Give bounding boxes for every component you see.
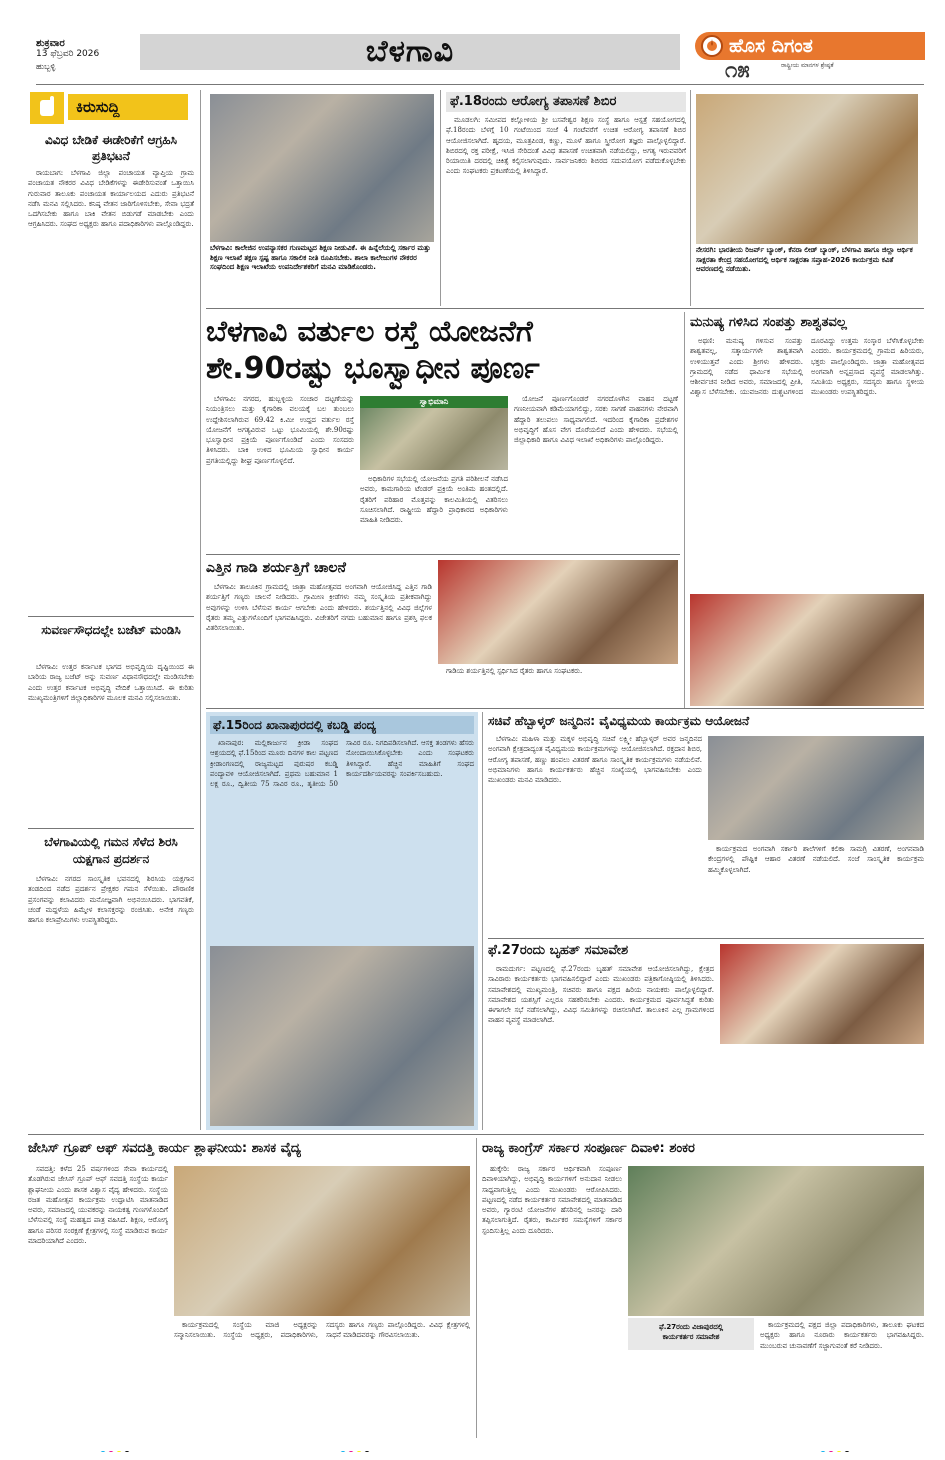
registration-marks-right — [820, 1442, 880, 1452]
birthday-paragraph-2: ಕಾರ್ಯಕ್ರಮದ ಅಂಗವಾಗಿ ಸರ್ಕಾರಿ ಶಾಲೆಗಳಿಗೆ ಕಲಿಕಾ ಸಾಮಗ್ರಿ ವಿತರಣೆ, ಅಂಗನವಾಡಿ ಕೇಂದ್ರಗಳಲ್ಲಿ ಪೌಷ್ಟಿಕ ಆಹಾರ ವಿತರಣೆ ನಡೆಯಲಿದೆ. ಸಂಜೆ ಸಾಂಸ್ಕೃತಿಕ ಕಾರ್ಯಕ್ರಮ ಹಮ್ಮಿಕೊಳ್ಳಲಾಗಿದೆ. — [708, 845, 924, 874]
lead-headline-2: ಶೇ.90ರಷ್ಟು ಭೂಸ್ವಾಧೀನ ಪೂರ್ಣ — [206, 351, 540, 386]
briefs-column — [28, 90, 196, 1130]
edition-date: 13 ಫೆಬ್ರವರಿ 2026 — [36, 49, 100, 59]
brand-name: ಹೊಸ ದಿಗಂತ — [729, 35, 813, 57]
congress-photo-tag-line2: ಕಾರ್ಯಕರ್ತರ ಸಮಾವೇಶ — [662, 1333, 720, 1341]
congress-photo-tag — [628, 1318, 754, 1350]
convention-paragraph: ರಾಮದುರ್ಗ: ಪಟ್ಟಣದಲ್ಲಿ ಫೆ.27ರಂದು ಬೃಹತ್ ಸಮಾವೇಶ ಆಯೋಜಿಸಲಾಗಿದ್ದು, ಕ್ಷೇತ್ರದ ಸಾವಿರಾರು ಕಾರ್ಯಕರ್ತರು ಭಾಗವಹಿಸಲಿದ್ದಾರೆ ಎಂದು ಮುಖಂಡರು ಪತ್ರಿಕಾಗೋಷ್ಠಿಯಲ್ಲಿ ತಿಳಿಸಿದರು. ಸಮಾವೇಶದಲ್ಲಿ ಮುಖ್ಯಮಂತ್ರಿ, ಸಚಿವರು ಹಾಗೂ ಪಕ್ಷದ ಹಿರಿಯ ನಾಯಕರು ಪಾಲ್ಗೊಳ್ಳಲಿದ್ದಾರೆ. ಸಮಾವೇಶದ ಯಶಸ್ಸಿಗೆ ಎಲ್ಲರೂ ಸಹಕರಿಸಬೇಕು ಎಂದರು. ಕಾರ್ಯಕ್ರಮದ ಪೂರ್ವಸಿದ್ಧತೆ ಕುರಿತು ಈಗಾಗಲೇ ಸಭೆ ನಡೆಸಲಾಗಿದ್ದು, ವಿವಿಧ ಸಮಿತಿಗಳನ್ನು ರಚಿಸಲಾಗಿದೆ. ತಾಲೂಕಿನ ಎಲ್ಲ ಗ್ರಾಮಗಳಿಂದ ವಾಹನ ವ್ಯವಸ್ಥೆ ಮಾಡಲಾಗಿದೆ. — [488, 965, 714, 1025]
lead-body-col1 — [206, 394, 354, 550]
briefs-hand-icon — [30, 92, 64, 124]
edition-day: ಶುಕ್ರವಾರ — [36, 38, 65, 49]
brief-2-body — [28, 662, 194, 822]
brief-divider-2 — [28, 828, 194, 829]
masthead-rule — [36, 84, 924, 85]
birthday-body-2 — [708, 844, 924, 934]
human-values-paragraph: ಅಥಣಿ: ಮನುಷ್ಯ ಗಳಿಸುವ ಸಂಪತ್ತು ಶಾಶ್ವತವಲ್ಲ, ಸತ್ಕಾರ್ಯಗಳೇ ಶಾಶ್ವತವಾಗಿ ಉಳಿಯುತ್ತವೆ ಎಂದು ಶ್ರೀಗಳು ಹೇಳಿದರು. ಗ್ರಾಮದಲ್ಲಿ ನಡೆದ ಧಾರ್ಮಿಕ ಸಭೆಯಲ್ಲಿ ಆಶೀರ್ವಚನ ನೀಡಿದ ಅವರು, ಸಮಾಜದಲ್ಲಿ ಪ್ರೀತಿ, ವಿಶ್ವಾಸ ಬೆಳೆಸಬೇಕು. ಯುವಜನರು ದುಶ್ಚಟಗಳಿಂದ ದೂರವಿದ್ದು ಉತ್ತಮ ಸಂಸ್ಕಾರ ಬೆಳೆಸಿಕೊಳ್ಳಬೇಕು ಎಂದರು. ಕಾರ್ಯಕ್ರಮದಲ್ಲಿ ಗ್ರಾಮದ ಹಿರಿಯರು, ಭಕ್ತರು ಪಾಲ್ಗೊಂಡಿದ್ದರು. ಜಾತ್ರಾ ಮಹೋತ್ಸವದ ಅಂಗವಾಗಿ ಅನ್ನಪ್ರಸಾದ ವ್ಯವಸ್ಥೆ ಮಾಡಲಾಗಿತ್ತು. ಸಮಿತಿಯ ಅಧ್ಯಕ್ಷರು, ಸದಸ್ಯರು ಹಾಗೂ ಸ್ಥಳೀಯ ಮುಖಂಡರು ಉಪಸ್ಥಿತರಿದ್ದರು. — [690, 337, 924, 397]
bullock-cart-caption-text: ಗಾಡಿಯ ಶರ್ಯತ್ತಿನಲ್ಲಿ ಸ್ಪರ್ಧಿಸಿದ ರೈತರು ಹಾಗೂ ಸಂಘಟಕರು. — [446, 667, 583, 675]
brief-divider-1 — [28, 616, 194, 617]
congress-paragraph: ಹುಕ್ಕೇರಿ: ರಾಜ್ಯ ಸರ್ಕಾರ ಆರ್ಥಿಕವಾಗಿ ಸಂಪೂರ್ಣ ದಿವಾಳಿಯಾಗಿದ್ದು, ಅಭಿವೃದ್ಧಿ ಕಾರ್ಯಗಳಿಗೆ ಅನುದಾನ ನೀಡಲು ಸಾಧ್ಯವಾಗುತ್ತಿಲ್ಲ ಎಂದು ಮುಖಂಡರು ಆರೋಪಿಸಿದರು. ಪಟ್ಟಣದಲ್ಲಿ ನಡೆದ ಕಾರ್ಯಕರ್ತರ ಸಮಾವೇಶದಲ್ಲಿ ಮಾತನಾಡಿದ ಅವರು, ಗ್ಯಾರಂಟಿ ಯೋಜನೆಗಳ ಹೆಸರಿನಲ್ಲಿ ಜನರನ್ನು ದಾರಿ ತಪ್ಪಿಸಲಾಗುತ್ತಿದೆ. ರೈತರು, ಕಾರ್ಮಿಕರ ಸಮಸ್ಯೆಗಳಿಗೆ ಸರ್ಕಾರ ಸ್ಪಂದಿಸುತ್ತಿಲ್ಲ ಎಂದು ದೂರಿದರು. — [482, 1165, 622, 1235]
lead-photo-mp — [360, 396, 508, 470]
column-rule-bottom — [476, 1138, 477, 1438]
human-values-body — [690, 336, 924, 586]
brief-3-title: ಬೆಳಗಾವಿಯಲ್ಲಿ ಗಮನ ಸೆಳೆದ ಶಿರಸಿ ಯಕ್ಷಗಾನ ಪ್ರದರ್ಶನ — [44, 835, 178, 866]
briefs-label-block — [28, 90, 196, 126]
brand-logo — [695, 30, 925, 86]
birthday-paragraph: ಬೆಳಗಾವಿ: ಮಹಿಳಾ ಮತ್ತು ಮಕ್ಕಳ ಅಭಿವೃದ್ಧಿ ಸಚಿವೆ ಲಕ್ಷ್ಮೀ ಹೆಬ್ಬಾಳ್ಕರ್ ಅವರ ಜನ್ಮದಿನದ ಅಂಗವಾಗಿ ಕ್ಷೇತ್ರದಾದ್ಯಂತ ವೈವಿಧ್ಯಮಯ ಕಾರ್ಯಕ್ರಮಗಳನ್ನು ಆಯೋಜಿಸಲಾಗಿದೆ. ರಕ್ತದಾನ ಶಿಬಿರ, ಆರೋಗ್ಯ ತಪಾಸಣೆ, ಹಣ್ಣು ಹಂಪಲು ವಿತರಣೆ ಹಾಗೂ ಸಾಂಸ್ಕೃತಿಕ ಕಾರ್ಯಕ್ರಮಗಳು ನಡೆಯಲಿವೆ. ಅಭಿಮಾನಿಗಳು ಹಾಗೂ ಕಾರ್ಯಕರ್ತರು ಹೆಚ್ಚಿನ ಸಂಖ್ಯೆಯಲ್ಲಿ ಭಾಗವಹಿಸಬೇಕು ಎಂದು ಮುಖಂಡರು ಮನವಿ ಮಾಡಿದರು. — [488, 735, 702, 785]
masthead — [0, 0, 945, 86]
photo-staff-appeal-caption: ಬೆಳಗಾವಿ: ಕಾಲೇಜಿನ ಉಪನ್ಯಾಸಕರ ಗುಣಮಟ್ಟದ ಶಿಕ್ಷಣ ನೀಡುವಿಕೆ. ಈ ಹಿನ್ನೆಲೆಯಲ್ಲಿ ಸರ್ಕಾರ ಮತ್ತು ಶಿಕ್ಷಣ ಇಲಾಖೆ ತಕ್ಷಣ ಸ್ಪಷ್ಟ ಹಾಗೂ ಸಕಾಲಿಕ ನೀತಿ ರೂಪಿಸಬೇಕು. ಶಾಲಾ ಕಾಲೇಜುಗಳ ನೌಕರರ ಸಂಘದಿಂದ ಶಿಕ್ಷಣ ಇಲಾಖೆಯ ಉಪನಿರ್ದೇಶಕರಿಗೆ ಮನವಿ ಮಾಡಿಕೊಂಡರು. — [210, 244, 431, 271]
convention-article — [488, 942, 924, 1130]
photo-financial-literacy — [696, 94, 918, 244]
congress-article — [482, 1138, 924, 1438]
page-number: ೧೫ — [725, 58, 750, 83]
congress-body — [482, 1164, 622, 1436]
human-values-title: ಮನುಷ್ಯ ಗಳಿಸಿದ ಸಂಪತ್ತು ಶಾಶ್ವತವಲ್ಲ — [690, 315, 847, 330]
birthday-rule — [488, 938, 924, 939]
birthday-title: ಸಚಿವೆ ಹೆಬ್ಬಾಳ್ಕರ್ ಜನ್ಮದಿನ: ವೈವಿಧ್ಯಮಯ ಕಾರ್ಯಕ್ರಮ ಆಯೋಜನೆ — [488, 714, 750, 728]
column-rule-left — [200, 90, 201, 1130]
kabaddi-body — [210, 738, 474, 938]
section-title-band — [140, 34, 680, 70]
jcs-body — [28, 1164, 168, 1436]
bottom-row-rule — [28, 1134, 924, 1135]
bullock-cart-caption — [438, 666, 678, 704]
briefs-label — [68, 94, 188, 120]
bullock-cart-body — [206, 582, 432, 704]
congress-paragraph-2: ಕಾರ್ಯಕ್ರಮದಲ್ಲಿ ಪಕ್ಷದ ಜಿಲ್ಲಾ ಪದಾಧಿಕಾರಿಗಳು, ತಾಲೂಕು ಘಟಕದ ಅಧ್ಯಕ್ಷರು ಹಾಗೂ ನೂರಾರು ಕಾರ್ಯಕರ್ತರು ಭಾಗವಹಿಸಿದ್ದರು. ಮುಂಬರುವ ಚುನಾವಣೆಗೆ ಸಜ್ಜಾಗುವಂತೆ ಕರೆ ನೀಡಿದರು. — [760, 1321, 924, 1350]
column-rule-top-2 — [690, 90, 691, 306]
brief-2-paragraph: ಬೆಳಗಾವಿ: ಉತ್ತರ ಕರ್ನಾಟಕ ಭಾಗದ ಅಭಿವೃದ್ಧಿಯ ದೃಷ್ಟಿಯಿಂದ ಈ ಬಾರಿಯ ರಾಜ್ಯ ಬಜೆಟ್ ಅನ್ನು ಸುವರ್ಣ ವಿಧಾನಸೌಧದಲ್ಲೇ ಮಂಡಿಸಬೇಕು ಎಂದು ಉತ್ತರ ಕರ್ನಾಟಕ ಅಭಿವೃದ್ಧಿ ವೇದಿಕೆ ಒತ್ತಾಯಿಸಿದೆ. ಈ ಕುರಿತು ಮುಖ್ಯಮಂತ್ರಿಗಳಿಗೆ ಜಿಲ್ಲಾಧಿಕಾರಿಗಳ ಮೂಲಕ ಮನವಿ ಸಲ್ಲಿಸಲಾಯಿತು. — [28, 663, 194, 702]
jcs-article — [28, 1138, 470, 1438]
health-camp-article — [446, 92, 686, 306]
column-rule-mid — [482, 712, 483, 1130]
congress-photo-tag-line1: ಫೆ.27ರಂದು ವಿಜಾಪುರದಲ್ಲಿ — [658, 1323, 724, 1331]
brief-3-body — [28, 874, 194, 1124]
photo-birthday-meeting — [708, 736, 924, 840]
registration-marks-center — [340, 1442, 400, 1452]
photo-congress-leaders — [628, 1166, 924, 1316]
birthday-article — [488, 712, 924, 936]
brand-banner — [695, 32, 925, 60]
kabaddi-title: ಫೆ.15ರಿಂದ ಖಾನಾಪುರದಲ್ಲಿ ಕಬಡ್ಡಿ ಪಂದ್ಯ — [210, 716, 474, 734]
lead-body-col2 — [360, 474, 508, 550]
registration-marks-left — [100, 1442, 160, 1452]
bullock-cart-title: ಎತ್ತಿನ ಗಾಡಿ ಶರ್ಯತ್ತಿಗೆ ಚಾಲನೆ — [206, 560, 346, 576]
brief-3-paragraph: ಬೆಳಗಾವಿ: ನಗರದ ಸಾಂಸ್ಕೃತಿಕ ಭವನದಲ್ಲಿ ಶಿರಸಿಯ ಯಕ್ಷಗಾನ ತಂಡದಿಂದ ನಡೆದ ಪ್ರದರ್ಶನ ಪ್ರೇಕ್ಷಕರ ಗಮನ ಸೆಳೆಯಿತು. ಪೌರಾಣಿಕ ಪ್ರಸಂಗವನ್ನು ಕಲಾವಿದರು ಮನೋಜ್ಞವಾಗಿ ಅಭಿನಯಿಸಿದರು. ಭಾಗವತಿಕೆ, ಚಂಡೆ ಮದ್ದಳೆಯ ಹಿಮ್ಮೇಳ ಕಲಾಸಕ್ತರನ್ನು ರಂಜಿಸಿತು. ಅನೇಕ ಗಣ್ಯರು ಹಾಗೂ ಕಲಾಪ್ರೇಮಿಗಳು ಉಪಸ್ಥಿತರಿದ್ದರು. — [28, 875, 194, 925]
photo-financial-literacy-caption: ನೇಸರಗಿ: ಭಾರತೀಯ ರಿಜರ್ವ್ ಬ್ಯಾಂಕ್, ಕೆನರಾ ಲೀಡ್ ಬ್ಯಾಂಕ್, ಬೆಳಗಾವಿ ಹಾಗೂ ಜಿಲ್ಲಾ ಆರ್ಥಿಕ ಸಾಕ್ಷರತಾ ಕೇಂದ್ರ ಸಹಯೋಗದಲ್ಲಿ ಆರ್ಥಿಕ ಸಾಕ್ಷರತಾ ಸಪ್ತಾಹ-2026 ಕಾರ್ಯಕ್ರಮ ಕವಿತೆ ಆವರಣದಲ್ಲಿ ನಡೆಯಿತು. — [696, 246, 913, 273]
congress-body-2 — [760, 1320, 924, 1436]
human-values-article — [690, 314, 924, 708]
column-rule-lead — [684, 312, 685, 708]
jcs-body-2 — [174, 1320, 470, 1436]
congress-title: ರಾಜ್ಯ ಕಾಂಗ್ರೆಸ್ ಸರ್ಕಾರ ಸಂಪೂರ್ಣ ದಿವಾಳಿ: ಶಂಕರ — [482, 1141, 695, 1156]
lead-body-col1-text: ಬೆಳಗಾವಿ: ನಗರದ, ಹುಬ್ಬಳ್ಳಿಯ ಸಂಚಾರ ದಟ್ಟಣೆಯನ್ನು ನಿಯಂತ್ರಿಸಲು ಮತ್ತು ಕೈಗಾರಿಕಾ ವಲಯಕ್ಕೆ ಬಲ ತುಂಬಲು ಉದ್ದೇಶಿಸಲಾಗಿರುವ 69.42 ಕಿ.ಮೀ ಉದ್ದದ ವರ್ತುಲ ರಸ್ತೆ ಯೋಜನೆಗೆ ಅಗತ್ಯವಿರುವ ಒಟ್ಟು ಭೂಮಿಯಲ್ಲಿ ಶೇ.90ರಷ್ಟು ಭೂಸ್ವಾಧೀನ ಪ್ರಕ್ರಿಯೆ ಪೂರ್ಣಗೊಂಡಿದೆ ಎಂದು ಸಂಸದರು ತಿಳಿಸಿದರು. ಬಾಕಿ ಉಳಿದ ಭೂಮಿಯ ಸ್ವಾಧೀನ ಕಾರ್ಯ ಪ್ರಗತಿಯಲ್ಲಿದ್ದು ಶೀಘ್ರ ಪೂರ್ಣಗೊಳ್ಳಲಿದೆ. — [206, 395, 354, 465]
photo-staff-appeal — [210, 94, 434, 242]
convention-body — [488, 964, 714, 1128]
column-rule-top-1 — [440, 90, 441, 306]
health-camp-title: ಫೆ.18ರಂದು ಆರೋಗ್ಯ ತಪಾಸಣೆ ಶಿಬಿರ — [446, 92, 686, 112]
kabaddi-paragraph: ಖಾನಾಪುರ: ಮಲ್ಲಿಕಾರ್ಜುನ ಕ್ರೀಡಾ ಸಂಘದ ಆಶ್ರಯದಲ್ಲಿ ಫೆ.15ರಿಂದ ಮೂರು ದಿನಗಳ ಕಾಲ ಪಟ್ಟಣದ ಕ್ರೀಡಾಂಗಣದಲ್ಲಿ ರಾಜ್ಯಮಟ್ಟದ ಪುರುಷರ ಕಬಡ್ಡಿ ಪಂದ್ಯಾವಳಿ ಆಯೋಜಿಸಲಾಗಿದೆ. ಪ್ರಥಮ ಬಹುಮಾನ 1 ಲಕ್ಷ ರೂ., ದ್ವಿತೀಯ 75 ಸಾವಿರ ರೂ., ತೃತೀಯ 50 ಸಾವಿರ ರೂ. ನಿಗದಿಪಡಿಸಲಾಗಿದೆ. ಆಸಕ್ತ ತಂಡಗಳು ಹೆಸರು ನೋಂದಾಯಿಸಿಕೊಳ್ಳಬೇಕು ಎಂದು ಸಂಘಟಕರು ತಿಳಿಸಿದ್ದಾರೆ. ಹೆಚ್ಚಿನ ಮಾಹಿತಿಗೆ ಸಂಘದ ಕಾರ್ಯದರ್ಶಿಯವರನ್ನು ಸಂಪರ್ಕಿಸಬಹುದು. — [210, 739, 474, 789]
brief-1-title: ವಿವಿಧ ಬೇಡಿಕೆ ಈಡೇರಿಕೆಗೆ ಆಗ್ರಹಿಸಿ ಪ್ರತಿಭಟನೆ — [44, 133, 178, 163]
top-row-rule — [206, 308, 924, 309]
brief-1-body — [28, 168, 194, 610]
lead-rule — [206, 554, 680, 555]
section-title: ಬೆಳಗಾವಿ — [365, 34, 455, 69]
lead-body-col2-text: ಅಧಿಕಾರಿಗಳ ಸಭೆಯಲ್ಲಿ ಯೋಜನೆಯ ಪ್ರಗತಿ ಪರಿಶೀಲನೆ ನಡೆಸಿದ ಅವರು, ಕಾಮಗಾರಿಯ ಟೆಂಡರ್ ಪ್ರಕ್ರಿಯೆ ಅಂತಿಮ ಹಂತದಲ್ಲಿದೆ. ರೈತರಿಗೆ ಪರಿಹಾರ ಮೊತ್ತವನ್ನು ಕಾಲಮಿತಿಯಲ್ಲಿ ವಿತರಿಸಲು ಸೂಚಿಸಲಾಗಿದೆ. ರಾಷ್ಟ್ರೀಯ ಹೆದ್ದಾರಿ ಪ್ರಾಧಿಕಾರದ ಅಧಿಕಾರಿಗಳು ಮಾಹಿತಿ ನೀಡಿದರು. — [360, 475, 508, 525]
brand-tagline: ರಾಷ್ಟ್ರೀಯ ಮಾನಗಳ ಶ್ರೇಷ್ಠತೆ — [781, 62, 834, 69]
photo-convention-press — [720, 944, 924, 1044]
lead-body-col3 — [514, 394, 678, 550]
bullock-cart-paragraph: ಬೆಳಗಾವಿ: ತಾಲೂಕಿನ ಗ್ರಾಮದಲ್ಲಿ ಜಾತ್ರಾ ಮಹೋತ್ಸವದ ಅಂಗವಾಗಿ ಆಯೋಜಿಸಿದ್ದ ಎತ್ತಿನ ಗಾಡಿ ಶರ್ಯತ್ತಿಗೆ ಗಣ್ಯರು ಚಾಲನೆ ನೀಡಿದರು. ಗ್ರಾಮೀಣ ಕ್ರೀಡೆಗಳು ನಮ್ಮ ಸಂಸ್ಕೃತಿಯ ಪ್ರತೀಕವಾಗಿದ್ದು ಅವುಗಳನ್ನು ಉಳಿಸಿ ಬೆಳೆಸುವ ಕಾರ್ಯ ಆಗಬೇಕು ಎಂದು ಹೇಳಿದರು. ಶರ್ಯತ್ತಿನಲ್ಲಿ ವಿವಿಧ ಜಿಲ್ಲೆಗಳ ರೈತರು ತಮ್ಮ ಎತ್ತುಗಳೊಂದಿಗೆ ಭಾಗವಹಿಸಿದ್ದರು. ವಿಜೇತರಿಗೆ ನಗದು ಬಹುಮಾನ ಹಾಗೂ ಪ್ರಶಸ್ತಿ ಫಲಕ ವಿತರಿಸಲಾಯಿತು. — [206, 583, 432, 633]
bullock-cart-article — [206, 558, 680, 706]
jcs-paragraph-2: ಕಾರ್ಯಕ್ರಮದಲ್ಲಿ ಸಂಸ್ಥೆಯ ಮಾಜಿ ಅಧ್ಯಕ್ಷರನ್ನು ಸನ್ಮಾನಿಸಲಾಯಿತು. ಸಂಸ್ಥೆಯ ಅಧ್ಯಕ್ಷರು, ಪದಾಧಿಕಾರಿಗಳು, ಸದಸ್ಯರು ಹಾಗೂ ಗಣ್ಯರು ಪಾಲ್ಗೊಂಡಿದ್ದರು. ವಿವಿಧ ಕ್ಷೇತ್ರಗಳಲ್ಲಿ ಸಾಧನೆ ಮಾಡಿದವರನ್ನು ಗೌರವಿಸಲಾಯಿತು. — [174, 1321, 470, 1340]
convention-title: ಫೆ.27ರಂದು ಬೃಹತ್ ಸಮಾವೇಶ — [488, 943, 629, 958]
lead-photo-banner: ಸ್ವಾಭಿಮಾನಿ — [360, 396, 508, 408]
health-camp-body — [446, 115, 686, 177]
kabaddi-article — [206, 712, 478, 1130]
lead-body-col3-text: ಯೋಜನೆ ಪೂರ್ಣಗೊಂಡರೆ ನಗರದೊಳಗಿನ ವಾಹನ ದಟ್ಟಣೆ ಗಣನೀಯವಾಗಿ ಕಡಿಮೆಯಾಗಲಿದ್ದು, ಸರಕು ಸಾಗಣೆ ವಾಹನಗಳು ನೇರವಾಗಿ ಹೆದ್ದಾರಿ ತಲುಪಲು ಸಾಧ್ಯವಾಗಲಿದೆ. ಇದರಿಂದ ಕೈಗಾರಿಕಾ ಪ್ರದೇಶಗಳ ಅಭಿವೃದ್ಧಿಗೆ ಹೊಸ ವೇಗ ದೊರೆಯಲಿದೆ ಎಂದು ಹೇಳಿದರು. ಸಭೆಯಲ್ಲಿ ಜಿಲ್ಲಾಧಿಕಾರಿ ಹಾಗೂ ವಿವಿಧ ಇಲಾಖೆ ಅಧಿಕಾರಿಗಳು ಪಾಲ್ಗೊಂಡಿದ್ದರು. — [514, 395, 678, 445]
photo-jcs-felicitation — [174, 1166, 470, 1316]
edition-city: ಹುಬ್ಬಳ್ಳಿ — [36, 62, 56, 71]
brief-1-paragraph: ರಾಯಬಾಗ: ಬೆಳಗಾವಿ ಜಿಲ್ಲಾ ಪಂಚಾಯತ ವ್ಯಾಪ್ತಿಯ ಗ್ರಾಮ ಪಂಚಾಯತ ನೌಕರರ ವಿವಿಧ ಬೇಡಿಕೆಗಳನ್ನು ಈಡೇರಿಸುವಂತೆ ಒತ್ತಾಯಿಸಿ ಗುರುವಾರ ತಾಲೂಕು ಪಂಚಾಯತ ಕಾರ್ಯಾಲಯದ ಎದುರು ಪ್ರತಿಭಟನೆ ನಡೆಸಿ ಮನವಿ ಸಲ್ಲಿಸಿದರು. ಕನಿಷ್ಠ ವೇತನ ಜಾರಿಗೊಳಿಸಬೇಕು, ಸೇವಾ ಭದ್ರತೆ ಒದಗಿಸಬೇಕು ಹಾಗೂ ಬಾಕಿ ವೇತನ ಬಿಡುಗಡೆ ಮಾಡಬೇಕು ಎಂದು ಆಗ್ರಹಿಸಿದರು. ಸಂಘದ ಅಧ್ಯಕ್ಷರು ಹಾಗೂ ಪದಾಧಿಕಾರಿಗಳು ಪಾಲ್ಗೊಂಡಿದ್ದರು. — [28, 169, 194, 229]
photo-religious-gathering — [690, 594, 924, 706]
briefs-label-text: ಕಿರುಸುದ್ದಿ — [76, 98, 120, 116]
lead-story — [206, 312, 680, 552]
photo-kabaddi-team — [210, 946, 474, 1126]
brand-emblem-icon — [701, 35, 723, 57]
jcs-paragraph: ಸವದತ್ತಿ: ಕಳೆದ 25 ವರ್ಷಗಳಿಂದ ಸೇವಾ ಕಾರ್ಯದಲ್ಲಿ ತೊಡಗಿರುವ ಜೇಸಿಸ್ ಗ್ರೂಪ್ ಆಫ್ ಸವದತ್ತಿ ಸಂಸ್ಥೆಯ ಕಾರ್ಯ ಶ್ಲಾಘನೀಯ ಎಂದು ಶಾಸಕ ವಿಶ್ವಾಸ ವೈದ್ಯ ಹೇಳಿದರು. ಸಂಸ್ಥೆಯ ರಜತ ಮಹೋತ್ಸವ ಕಾರ್ಯಕ್ರಮ ಉದ್ಘಾಟಿಸಿ ಮಾತನಾಡಿದ ಅವರು, ಸಮಾಜದಲ್ಲಿ ಯುವಕರನ್ನು ನಾಯಕತ್ವ ಗುಣಗಳೊಂದಿಗೆ ಬೆಳೆಸುವಲ್ಲಿ ಸಂಸ್ಥೆ ಮಹತ್ವದ ಪಾತ್ರ ವಹಿಸಿದೆ. ಶಿಕ್ಷಣ, ಆರೋಗ್ಯ ಹಾಗೂ ಪರಿಸರ ಸಂರಕ್ಷಣೆ ಕ್ಷೇತ್ರಗಳಲ್ಲಿ ಸಂಸ್ಥೆ ಮಾಡಿರುವ ಕಾರ್ಯ ಮಾದರಿಯಾಗಿದೆ ಎಂದರು. — [28, 1165, 168, 1246]
mid-row-rule — [206, 708, 924, 709]
birthday-body — [488, 734, 702, 934]
photo-bullock-cart — [438, 560, 678, 664]
jcs-title: ಜೇಸಿಸ್ ಗ್ರೂಪ್ ಆಫ್ ಸವದತ್ತಿ ಕಾರ್ಯ ಶ್ಲಾಘನೀಯ: ಶಾಸಕ ವೈದ್ಯ — [28, 1141, 301, 1156]
health-camp-paragraph: ಮೂಡಲಗಿ: ಸಮೀಪದ ಕಲ್ಲೋಳಿಯ ಶ್ರೀ ಬಸವೇಶ್ವರ ಶಿಕ್ಷಣ ಸಂಸ್ಥೆ ಹಾಗೂ ಆಸ್ಪತ್ರೆ ಸಹಯೋಗದಲ್ಲಿ ಫೆ.18ರಂದು ಬೆಳಗ್ಗೆ 10 ಗಂಟೆಯಿಂದ ಸಂಜೆ 4 ಗಂಟೆವರೆಗೆ ಉಚಿತ ಆರೋಗ್ಯ ತಪಾಸಣೆ ಶಿಬಿರ ಆಯೋಜಿಸಲಾಗಿದೆ. ಹೃದಯ, ಮೂತ್ರಪಿಂಡ, ಕಣ್ಣು, ಮೂಳೆ ಹಾಗೂ ಸ್ತ್ರೀರೋಗ ತಜ್ಞರು ಪಾಲ್ಗೊಳ್ಳಲಿದ್ದಾರೆ. ಶಿಬಿರದಲ್ಲಿ ರಕ್ತ ಪರೀಕ್ಷೆ, ಇಸಿಜಿ ಸೇರಿದಂತೆ ವಿವಿಧ ತಪಾಸಣೆ ಉಚಿತವಾಗಿ ನಡೆಯಲಿದ್ದು, ಅಗತ್ಯ ಇರುವವರಿಗೆ ರಿಯಾಯಿತಿ ದರದಲ್ಲಿ ಚಿಕಿತ್ಸೆ ಕಲ್ಪಿಸಲಾಗುವುದು. ಸಾರ್ವಜನಿಕರು ಶಿಬಿರದ ಸದುಪಯೋಗ ಪಡೆದುಕೊಳ್ಳಬೇಕು ಎಂದು ಸಂಘಟಕರು ಪ್ರಕಟಣೆಯಲ್ಲಿ ತಿಳಿಸಿದ್ದಾರೆ. — [446, 116, 686, 176]
lead-headline-1: ಬೆಳಗಾವಿ ವರ್ತುಲ ರಸ್ತೆ ಯೋಜನೆಗೆ — [206, 314, 533, 348]
edition-date-block — [36, 38, 136, 84]
brief-2-title: ಸುವರ್ಣಸೌಧದಲ್ಲೇ ಬಜೆಟ್ ಮಂಡಿಸಿ — [41, 623, 181, 637]
